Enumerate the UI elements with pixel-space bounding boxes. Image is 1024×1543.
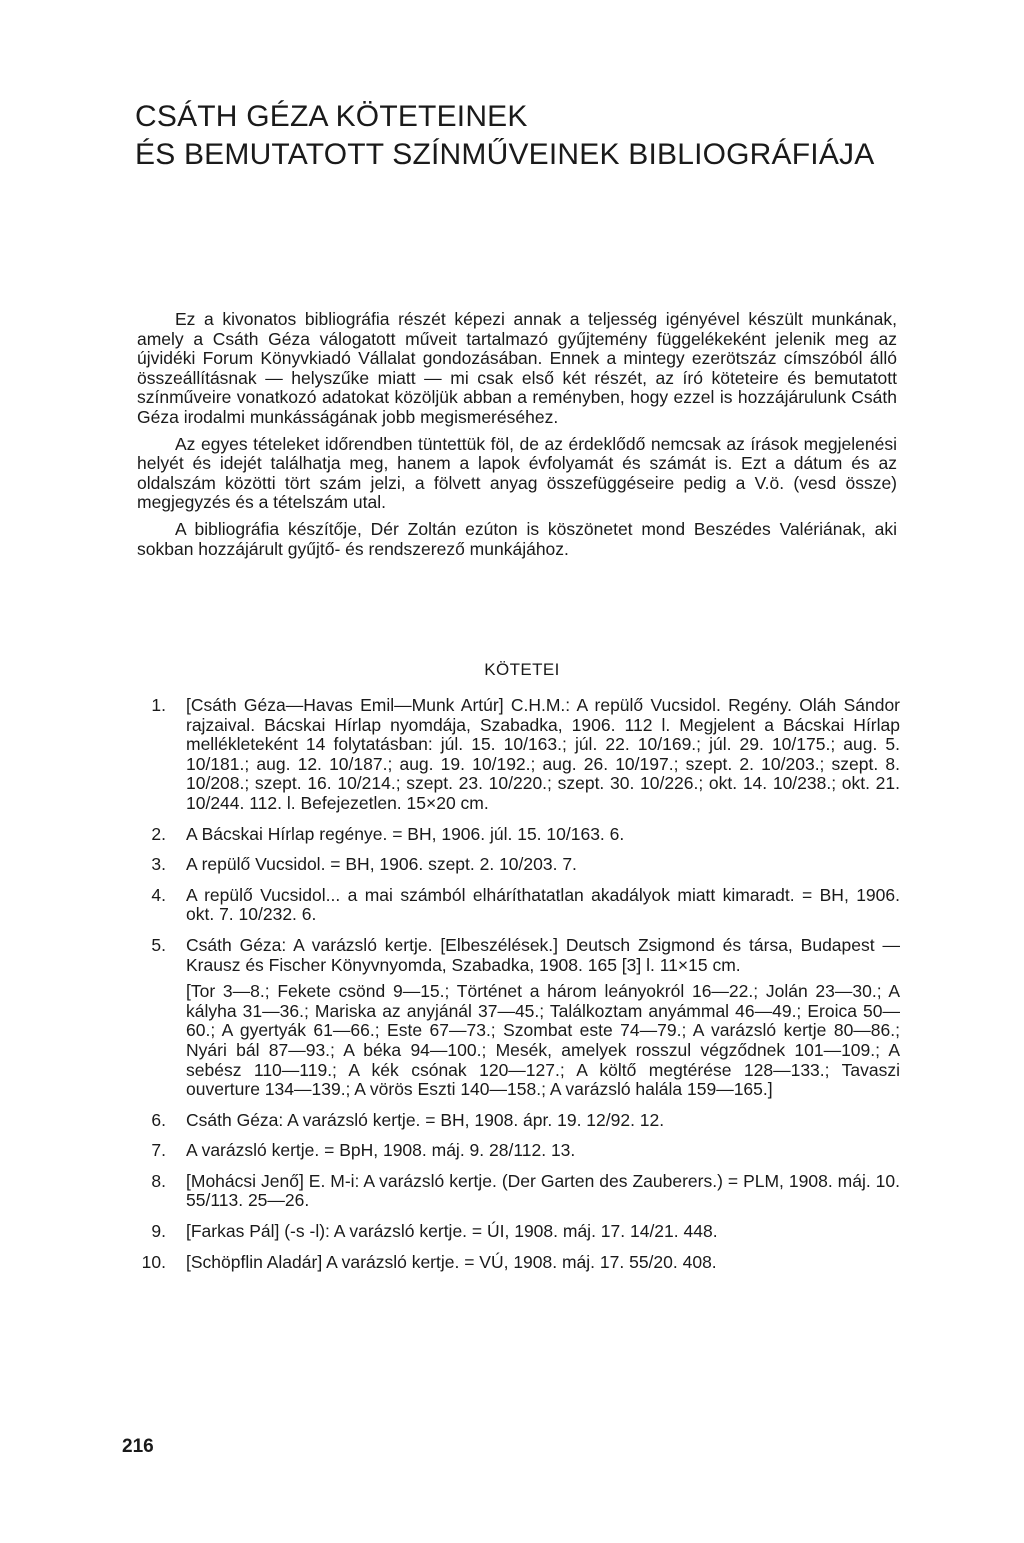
- entry-number: 8.: [151, 1170, 166, 1191]
- entry-number: 5.: [151, 934, 166, 955]
- page-title: [135, 98, 915, 174]
- bibliography-entry: [120, 1111, 900, 1131]
- entry-number: 3.: [151, 854, 166, 875]
- intro-paragraph: Ez a kivonatos bibliográfia részét képezi annak a teljesség igényével készült munkának, amely a Csáth Géza válogatott műveit tartalmazó gyűjtemény függelékeként jelenik meg az újvidéki Forum Könyvkiadó Vállalat gondozásában. Ennek a mintegy ezerötszáz címszóból álló összeállításnak — helyszűke miatt — mi csak első két részét, az író köteteire és bemutatott színműveire vonatkozó adatokat közöljük abban a reményben, hogy ezzel is hozzájárulunk Csáth Géza irodalmi munkásságának jobb megismeréséhez.: [137, 309, 897, 427]
- bibliography-entry: [120, 1253, 900, 1273]
- entry-text: A repülő Vucsidol. = BH, 1906. szept. 2. 10/203. 7.: [186, 854, 577, 875]
- page-number: 216: [122, 1436, 154, 1457]
- intro-paragraph: Az egyes tételeket időrendben tüntettük föl, de az érdeklődő nemcsak az írások megjelenési helyét és idejét találhatja meg, hanem a lapok évfolyamát és számát is. Ezt a dátum és az oldalszám közötti tört szám jelzi, a fölvett anyag összefüggéseire pedig a V.ö. (vesd össze) megjegyzés és a tételszám utal.: [137, 433, 897, 513]
- entry-text: A repülő Vucsidol... a mai számból elháríthatatlan akadályok miatt kimaradt. = BH, 1906. okt. 7. 10/232. 6.: [186, 884, 900, 925]
- intro-paragraph: A bibliográfia készítője, Dér Zoltán ezúton is köszönetet mond Beszédes Valériának, aki sokban hozzájárult gyűjtő- és rendszerező munkájához.: [137, 518, 897, 559]
- entry-text: [Farkas Pál] (-s -l): A varázsló kertje. = ÚI, 1908. máj. 17. 14/21. 448.: [186, 1221, 718, 1242]
- bibliography-entry: [120, 855, 900, 875]
- entry-contents: [Tor 3—8.; Fekete csönd 9—15.; Történet a három leányokról 16—22.; Jolán 23—30.; A kályha 31—36.; Mariska az anyjánál 37—45.; Találkoztam anyámmal 46—49.; Eroica 50—60.; A gyertyák 61—66.; Este 67—73.; Szombat este 74—79.; A varázsló kertje 80—86.; Nyári bál 87—93.; A béka 94—100.; Mesék, amelyek rosszul végződnek 101—109.; A sebész 110—119.; A kék csónak 120—127.; A költő megtérése 128—133.; Tavaszi ouverture 134—139.; A vörös Eszti 140—158.; A varázsló halála 159—165.]: [186, 981, 900, 1100]
- bibliography-entry: [120, 1141, 900, 1161]
- entry-text: [Schöpflin Aladár] A varázsló kertje. = VÚ, 1908. máj. 17. 55/20. 408.: [186, 1251, 717, 1272]
- bibliography-entry: [120, 1172, 900, 1211]
- entry-number: 7.: [151, 1140, 166, 1161]
- entry-number: 1.: [151, 695, 166, 715]
- entry-text: [Mohácsi Jenő] E. M-i: A varázsló kertje. (Der Garten des Zauberers.) = PLM, 1908. máj. 10. 55/113. 25—26.: [186, 1170, 900, 1211]
- intro-text: [137, 310, 897, 566]
- bibliography-entry: [120, 1222, 900, 1242]
- title-line-1: CSÁTH GÉZA KÖTETEINEK: [135, 100, 528, 133]
- entry-number: 10.: [141, 1251, 166, 1272]
- bibliography-entry: [120, 825, 900, 845]
- entry-text: A varázsló kertje. = BpH, 1908. máj. 9. 28/112. 13.: [186, 1140, 576, 1161]
- bibliography-list: [120, 696, 900, 1283]
- entry-number: 9.: [151, 1221, 166, 1242]
- bibliography-entry: [120, 696, 900, 814]
- section-heading: KÖTETEI: [484, 660, 560, 679]
- entry-number: 2.: [151, 823, 166, 844]
- entry-number: 4.: [151, 884, 166, 905]
- entry-text: [Csáth Géza—Havas Emil—Munk Artúr] C.H.M.: A repülő Vucsidol. Regény. Oláh Sándor rajzaival. Bácskai Hírlap nyomdája, Szabadka, 1906. 112 l. Megjelent a Bácskai Hírlap mellékleteként 14 folytatásban: júl. 15. 10/163.; júl. 22. 10/169.; júl. 29. 10/175.; aug. 5. 10/181.; aug. 12. 10/187.; aug. 19. 10/192.; aug. 26. 10/197.; szept. 2. 10/203.; szept. 8. 10/208.; szept. 16. 10/214.; szept. 23. 10/220.; szept. 30. 10/226.; okt. 14. 10/238.; okt. 21. 10/244. 112. l. Befejezetlen. 15×20 cm.: [186, 695, 900, 813]
- bibliography-entry: [120, 886, 900, 925]
- title-line-2: ÉS BEMUTATOTT SZÍNMŰVEINEK BIBLIOGRÁFIÁJA: [135, 138, 875, 171]
- entry-text: Csáth Géza: A varázsló kertje. [Elbeszélések.] Deutsch Zsigmond és társa, Budapest — Krausz és Fischer Könyvnyomda, Szabadka, 1908. 165 [3] l. 11×15 cm.: [186, 934, 900, 975]
- entry-number: 6.: [151, 1109, 166, 1130]
- bibliography-entry: [120, 936, 900, 1100]
- entry-text: Csáth Géza: A varázsló kertje. = BH, 1908. ápr. 19. 12/92. 12.: [186, 1109, 665, 1130]
- entry-text: A Bácskai Hírlap regénye. = BH, 1906. júl. 15. 10/163. 6.: [186, 823, 625, 844]
